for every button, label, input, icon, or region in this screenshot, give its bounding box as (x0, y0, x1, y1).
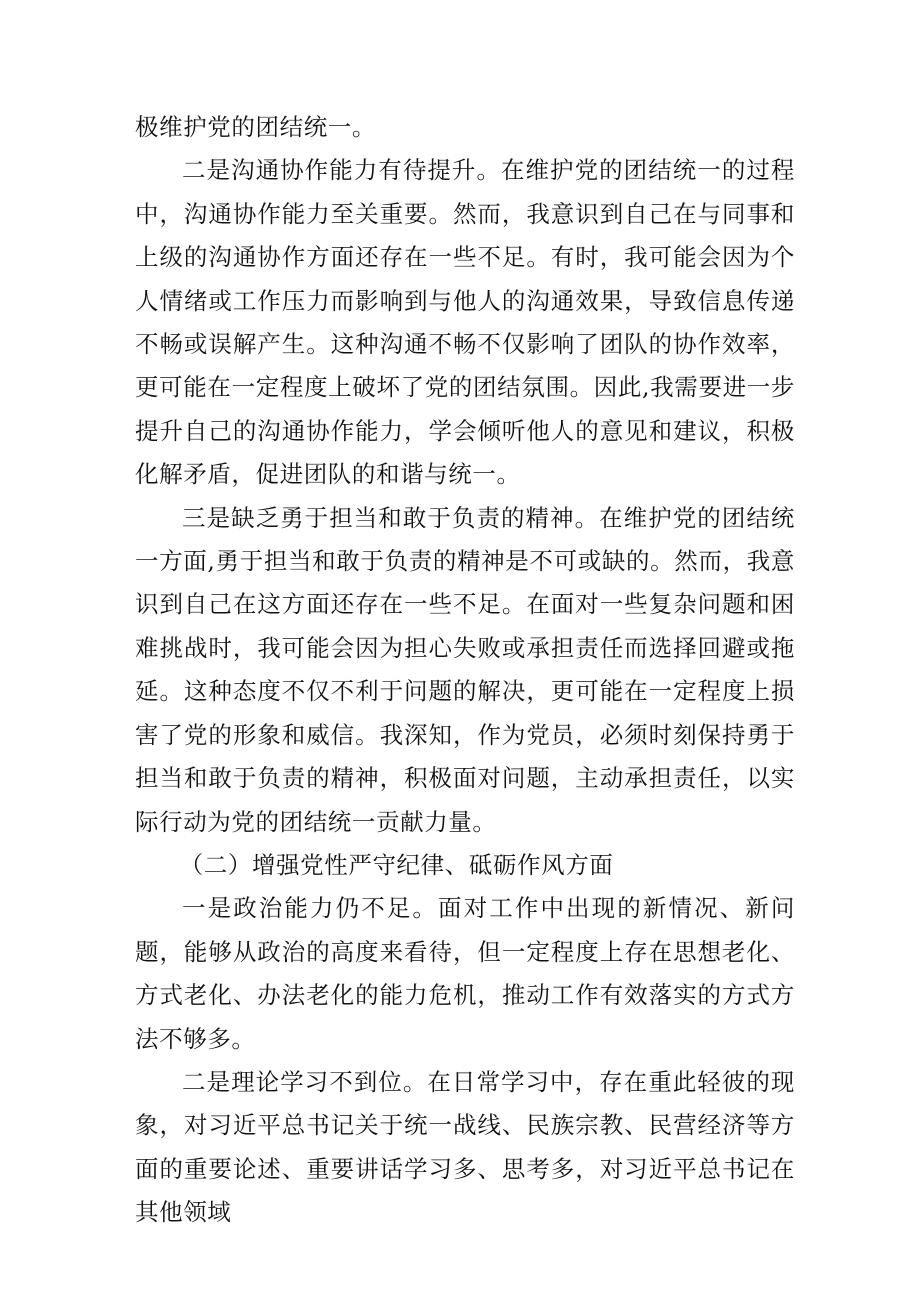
paragraph-continuation: 极维护党的团结统一。 (135, 113, 376, 141)
document-body (135, 106, 795, 1235)
section-heading: （二）增强党性严守纪律、砥砺作风方面 (179, 850, 614, 879)
paragraph-communication: 二是沟通协作能力有待提升。在维护党的团结统一的过程中，沟通协作能力至关重要。然而，我意识到自己在与同事和上级的沟通协作方面还存在一些不足。有时，我可能会因为个人情绪或工作压力而影响到与他人的沟通效果，导致信息传递不畅或误解产生。这种沟通不畅不仅影响了团队的协作效率，更可能在一定程度上破坏了党的团结氛围。因此,我需要进一步提升自己的沟通协作能力，学会倾听他人的意见和建议，积极化解矛盾，促进团队的和谐与统一。 (135, 156, 795, 489)
paragraph-theory-study: 二是理论学习不到位。在日常学习中，存在重此轻彼的现象，对习近平总书记关于统一战线、民族宗教、民营经济等方面的重要论述、重要讲话学习多、思考多，对习近平总书记在其他领域 (135, 1067, 795, 1227)
paragraph-responsibility: 三是缺乏勇于担当和敢于负责的精神。在维护党的团结统一方面,勇于担当和敢于负责的精神是不可或缺的。然而，我意识到自己在这方面还存在一些不足。在面对一些复杂问题和困难挑战时，我可能会因为担心失败或承担责任而选择回避或拖延。这种态度不仅不利于问题的解决，更可能在一定程度上损害了党的形象和威信。我深知，作为党员，必须时刻保持勇于担当和敢于负责的精神，积极面对问题，主动承担责任，以实际行动为党的团结统一贡献力量。 (135, 503, 795, 836)
paragraph-political-ability: 一是政治能力仍不足。面对工作中出现的新情况、新问题，能够从政治的高度来看待，但一定程度上存在思想老化、方式老化、办法老化的能力危机，推动工作有效落实的方式方法不够多。 (135, 894, 795, 1053)
